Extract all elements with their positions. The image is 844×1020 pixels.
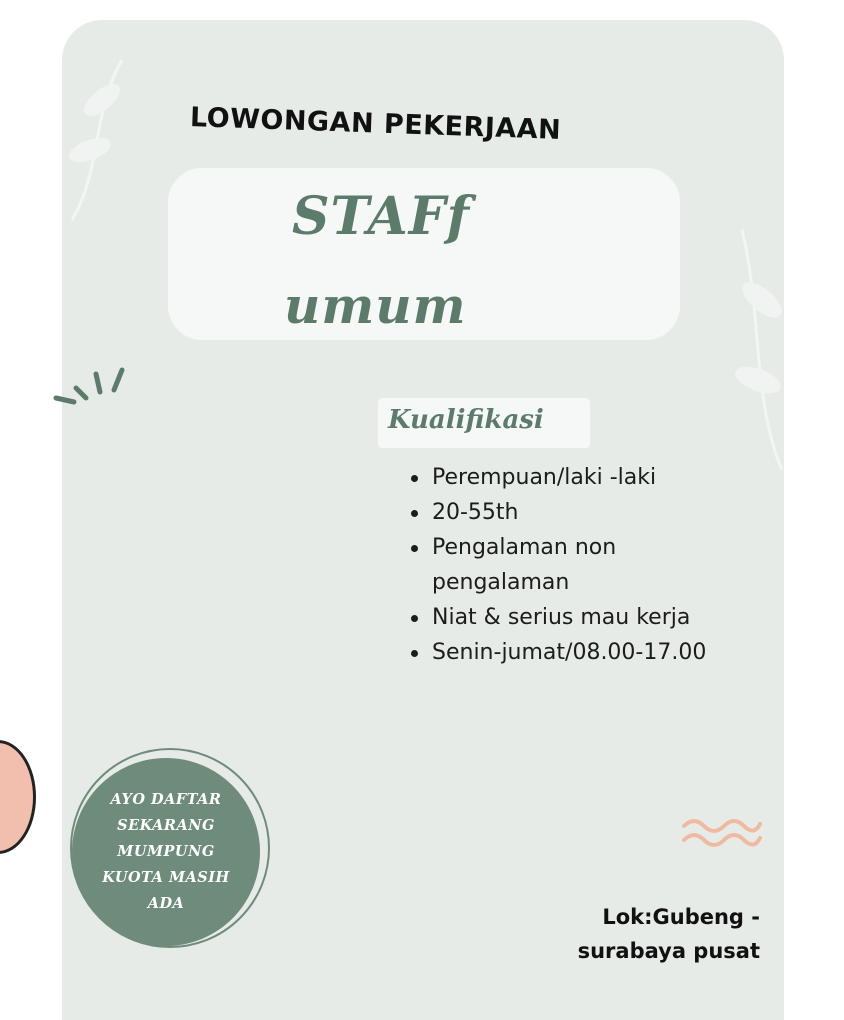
spark-lines-icon [52,364,132,408]
location-line: surabaya pusat [577,939,760,963]
list-item: Senin-jumat/08.00-17.00 [408,635,706,670]
wave-lines-icon [680,814,764,854]
list-item: Pengalaman non [408,530,706,565]
decorative-blob [0,740,36,854]
list-item: Perempuan/laki -laki [408,460,706,495]
cta-line: SEKARANG [117,817,215,834]
cta-line: ADA [147,895,185,912]
list-item: 20-55th [408,495,706,530]
list-item: Niat & serius mau kerja [408,600,706,635]
cta-line: KUOTA MASIH [102,869,230,886]
leaf-decoration-icon [712,220,784,480]
qualification-list [408,460,706,670]
cta-circle [72,758,260,946]
leaf-decoration-icon [62,50,142,230]
location-text [578,900,760,968]
cta-line: AYO DAFTAR [110,791,222,808]
job-title-line-2: umum [284,276,467,335]
cta-line: MUMPUNG [117,843,215,860]
cta-text [81,787,251,917]
list-item-continuation: pengalaman [432,570,570,595]
poster-headline: LOWONGAN PEKERJAAN [189,102,562,146]
qualification-heading: Kualifikasi [388,405,544,435]
location-line: Lok:Gubeng - [602,905,760,929]
job-title-line-1: STAFf [292,186,471,247]
